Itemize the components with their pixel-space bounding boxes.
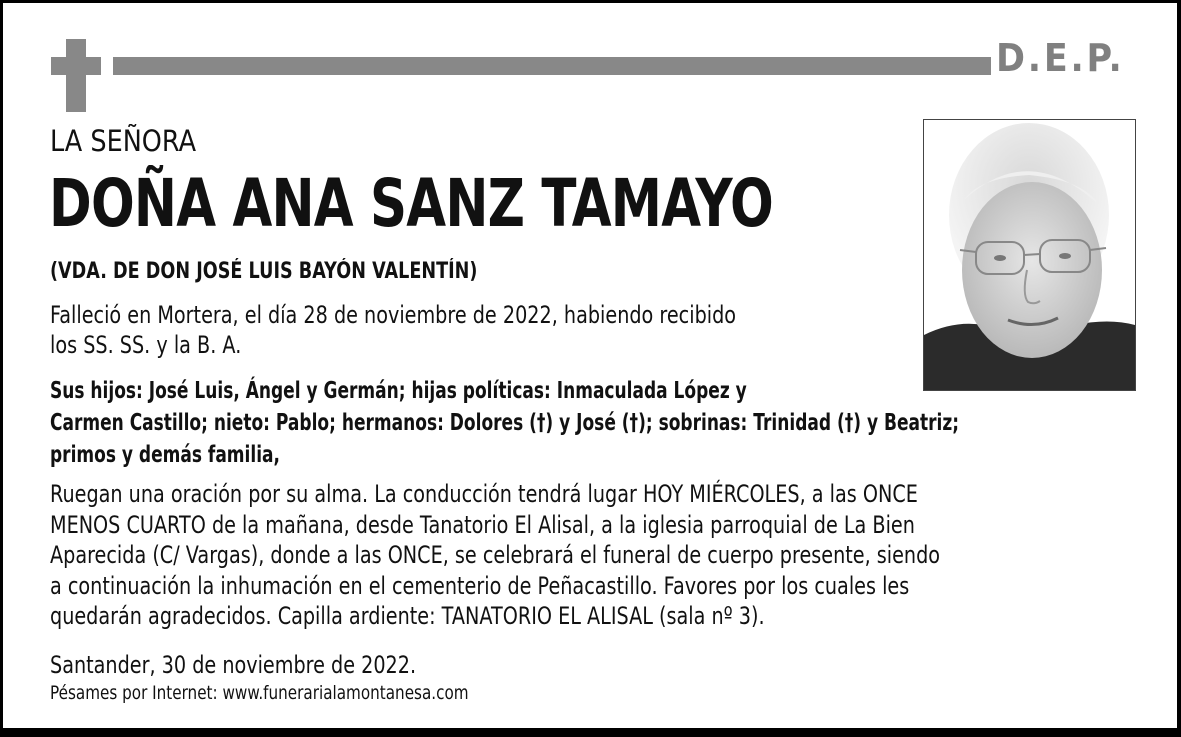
family-list — [50, 375, 959, 471]
family-line: Carmen Castillo; nieto: Pablo; hermanos: Dolores (†) y José (†); sobrinas: Trinidad (†) y Beatriz; — [50, 410, 960, 436]
service-line: Aparecida (C/ Vargas), donde a las ONCE, se celebrará el funeral de cuerpo presente, siendo — [50, 541, 941, 569]
deceased-name: DOÑA ANA SANZ TAMAYO — [49, 165, 773, 242]
header-rule — [113, 57, 991, 75]
portrait-image — [924, 120, 1135, 390]
intro-label: LA SEÑORA — [50, 124, 197, 158]
dep-label: D.E.P. — [996, 36, 1125, 80]
place-date: Santander, 30 de noviembre de 2022. — [50, 651, 417, 679]
death-notice-line: los SS. SS. y la B. A. — [50, 331, 242, 359]
death-notice — [50, 300, 736, 360]
service-line: Ruegan una oración por su alma. La conducción tendrá lugar HOY MIÉRCOLES, a las ONCE — [50, 480, 918, 508]
death-notice-line: Falleció en Mortera, el día 28 de noviembre de 2022, habiendo recibido — [50, 301, 737, 329]
cross-icon — [66, 39, 86, 112]
service-details — [50, 479, 940, 632]
service-line: quedarán agradecidos. Capilla ardiente: TANATORIO EL ALISAL (sala nº 3). — [50, 602, 765, 630]
cross-icon-arm — [51, 57, 101, 75]
widow-of: (VDA. DE DON JOSÉ LUIS BAYÓN VALENTÍN) — [50, 259, 478, 284]
service-line: a continuación la inhumación en el cementerio de Peñacastillo. Favores por los cuales les — [50, 571, 910, 600]
family-line: primos y demás familia, — [50, 442, 281, 468]
deceased-photo — [923, 119, 1136, 391]
service-line: MENOS CUARTO de la mañana, desde Tanatorio El Alisal, a la iglesia parroquial de La Bien — [50, 510, 915, 539]
family-line: Sus hijos: José Luis, Ángel y Germán; hijas políticas: Inmaculada López y — [50, 378, 747, 404]
condolences-link[interactable]: Pésames por Internet: www.funerarialamontanesa.com — [50, 682, 469, 704]
